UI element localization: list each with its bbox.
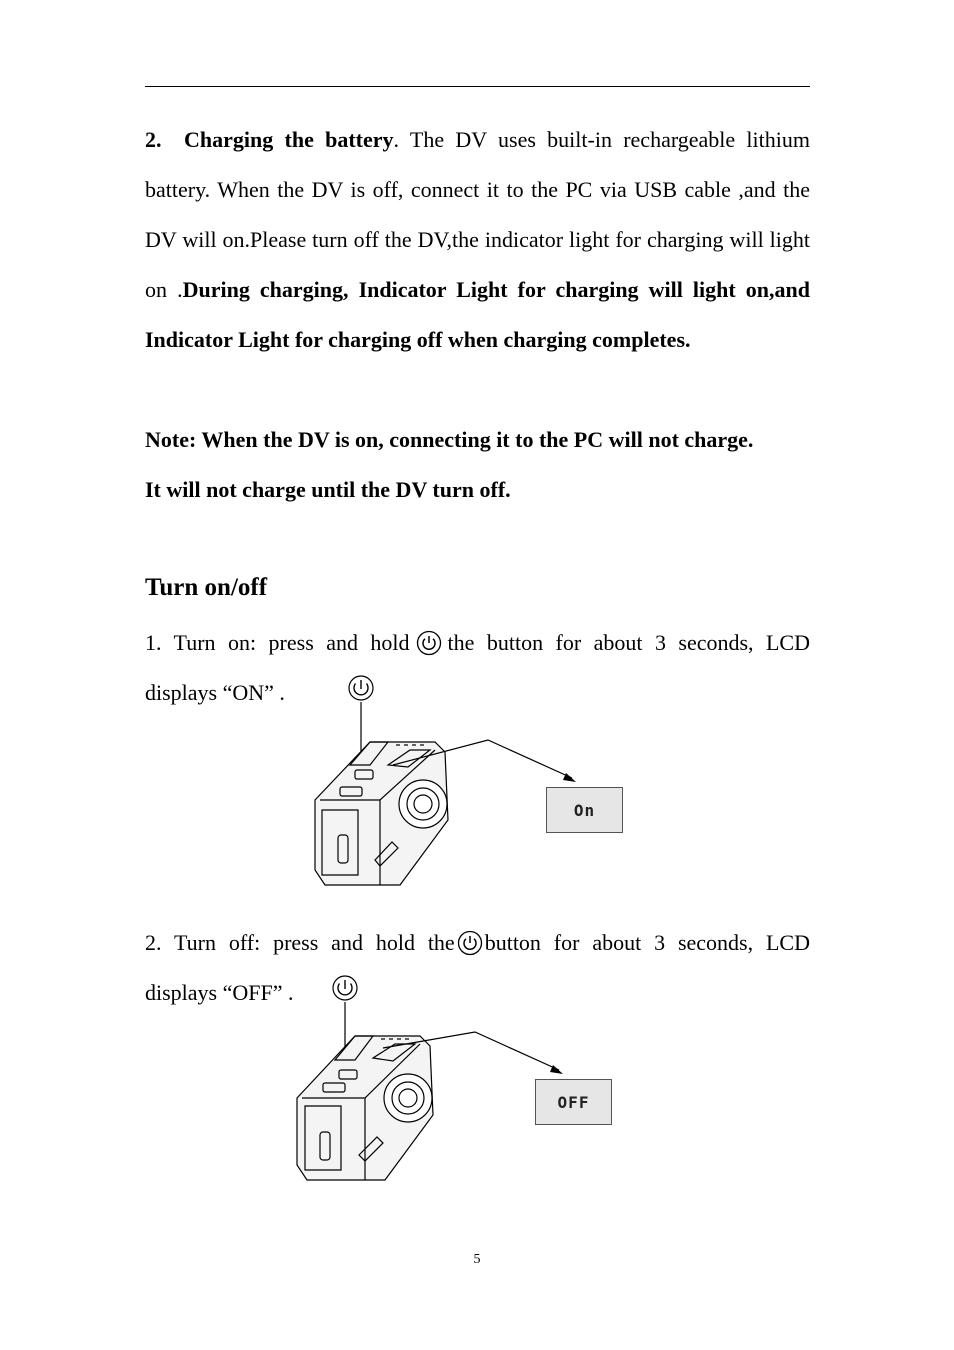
section-number: 2. <box>145 127 162 152</box>
turn-on-line <box>145 618 810 668</box>
charging-bold-body: During charging, Indicator Light for charging will light on,and Indicator Light for charging off when charging completes. <box>145 277 810 352</box>
lcd-display-off: OFF <box>535 1079 612 1125</box>
turn-on-off-heading: Turn on/off <box>145 574 268 601</box>
turn-off-text-pre: 2. Turn off: press and hold the <box>145 930 455 955</box>
header-rule <box>145 86 810 87</box>
note-line-1: Note: When the DV is on, connecting it to the PC will not charge. <box>145 427 754 452</box>
camera-on-figure <box>300 670 640 900</box>
turn-off-display-line: displays “OFF” . <box>145 980 294 1005</box>
page-number: 5 <box>473 1252 481 1267</box>
turn-off-text-post: button for about 3 seconds, LCD <box>484 930 810 955</box>
turn-off-line <box>145 918 810 968</box>
turn-on-text-post: the button for about 3 seconds, LCD <box>447 630 810 655</box>
section-title: Charging the battery <box>184 127 394 152</box>
turn-on-text-pre: 1. Turn on: press and hold <box>145 630 410 655</box>
power-icon <box>457 930 483 956</box>
lcd-display-on: On <box>546 787 623 833</box>
note-line-2: It will not charge until the DV turn off. <box>145 477 511 502</box>
turn-on-display-line: displays “ON” . <box>145 680 285 705</box>
power-icon <box>416 630 442 656</box>
charging-paragraph <box>145 115 810 365</box>
charging-body: . The DV uses built-in rechargeable lithium battery. When the DV is off, connect it to the PC via USB cable ,and the DV will on.Please turn off the DV,the indicator light for charging will light on . <box>145 127 810 302</box>
